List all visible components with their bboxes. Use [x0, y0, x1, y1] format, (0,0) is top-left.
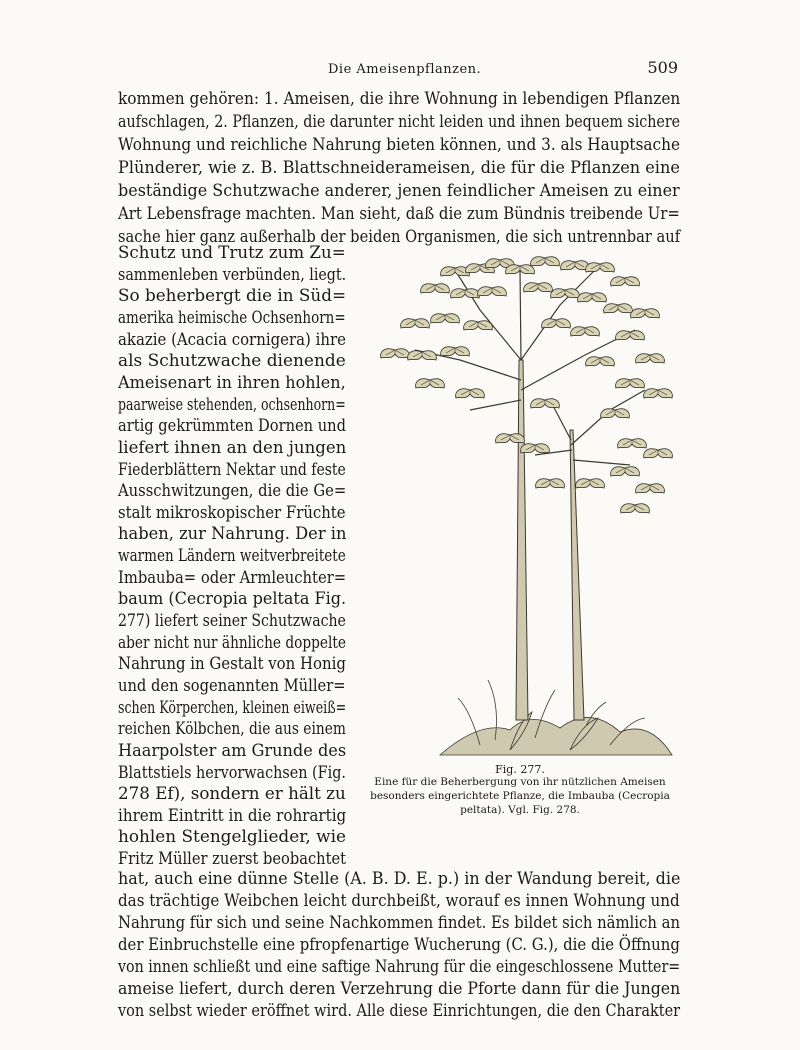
caption-line: besonders eingerichtete Pflanze, die Imbauba (Cecropia [370, 790, 670, 802]
undergrowth [440, 680, 672, 755]
text-line: Nahrung in Gestalt von Honig [118, 654, 346, 673]
text-line: Plünderer, wie z. B. Blattschneiderameisen, die für die Pflanzen eine [118, 158, 680, 177]
text-line: paarweise stehenden, ochsenhorn= [118, 395, 346, 414]
caption-line: Eine für die Beherbergung von ihr nützlichen Ameisen [374, 776, 666, 788]
tree-illustration [360, 250, 680, 770]
text-line: schen Körperchen, kleinen eiweiß= [118, 698, 347, 717]
text-line: haben, zur Nahrung. Der in [118, 524, 347, 543]
text-line: sache hier ganz außerhalb der beiden Organismen, die sich untrennbar auf [118, 227, 681, 246]
text-line: warmen Ländern weitverbreitete [118, 546, 346, 565]
text-line: Haarpolster am Grunde des [118, 741, 347, 760]
text-line: Blattstiels hervorwachsen (Fig. [118, 763, 346, 782]
text-line: der Einbruchstelle eine pfropfenartige Wucherung (C. G.), die die Öffnung [118, 935, 680, 954]
text-line: Nahrung für sich und seine Nachkommen findet. Es bildet sich nämlich an [118, 913, 681, 932]
text-line: 277) liefert seiner Schutzwache [118, 611, 346, 630]
text-line: sammenleben verbünden, liegt. [118, 265, 347, 284]
text-line: baum (Cecropia peltata Fig. [118, 589, 347, 608]
text-line: aber nicht nur ähnliche doppelte [118, 633, 346, 652]
text-line: als Schutzwache dienende [118, 351, 346, 370]
text-line: 278 Ef), sondern er hält zu [118, 784, 346, 803]
text-line: hohlen Stengelglieder, wie [118, 827, 346, 846]
text-line: ihrem Eintritt in die rohrartig [118, 806, 347, 825]
leaf-clusters [381, 257, 673, 513]
text-line: Fritz Müller zuerst beobachtet [118, 849, 347, 868]
text-line: artig gekrümmten Dornen und [118, 416, 346, 435]
text-line: Schutz und Trutz zum Zu= [118, 243, 346, 262]
text-line: und den sogenannten Müller= [118, 676, 346, 695]
text-line: akazie (Acacia cornigera) ihre [118, 330, 346, 349]
text-line: stalt mikroskopischer Früchte [118, 503, 346, 522]
text-line: ameise liefert, durch deren Verzehrung die Pforte dann für die Jungen [118, 979, 681, 998]
text-line: Imbauba= oder Armleuchter= [118, 568, 347, 587]
text-line: Ausschwitzungen, die die Ge= [118, 481, 347, 500]
text-line: So beherbergt die in Süd= [118, 286, 347, 305]
text-line: liefert ihnen an den jungen [118, 438, 347, 457]
text-line: Wohnung und reichliche Nahrung bieten können, und 3. als Hauptsache [118, 135, 681, 154]
figure-caption [362, 775, 678, 817]
text-line: das trächtige Weibchen leicht durchbeißt, worauf es innen Wohnung und [118, 891, 680, 910]
figure-label: Fig. 277. [495, 763, 545, 776]
text-line: kommen gehören: 1. Ameisen, die ihre Wohnung in lebendigen Pflanzen [118, 89, 681, 108]
text-line: amerika heimische Ochsenhorn= [118, 308, 346, 327]
text-line: hat, auch eine dünne Stelle (A. B. D. E. p.) in der Wandung bereit, die [118, 869, 681, 888]
text-line: beständige Schutzwache anderer, jenen feindlicher Ameisen zu einer [118, 181, 680, 200]
text-line: Fiederblättern Nektar und feste [118, 460, 346, 479]
text-line: aufschlagen, 2. Pflanzen, die darunter nicht leiden und ihnen bequem sichere [118, 112, 681, 131]
text-line: Ameisenart in ihren hohlen, [118, 373, 346, 392]
trunks [516, 360, 584, 720]
text-line: von innen schließt und eine saftige Nahrung für die eingeschlossene Mutter= [118, 957, 681, 976]
caption-line: peltata). Vgl. Fig. 278. [460, 804, 580, 816]
page-number: 509 [647, 58, 678, 77]
running-title: Die Ameisenpflanzen. [328, 62, 482, 77]
text-line: von selbst wieder eröffnet wird. Alle diese Einrichtungen, die den Charakter [118, 1001, 681, 1020]
figure-cecropia-illustration [360, 250, 680, 770]
text-line: reichen Kölbchen, die aus einem [118, 719, 346, 738]
text-line: Art Lebensfrage machten. Man sieht, daß die zum Bündnis treibende Ur= [118, 204, 680, 223]
